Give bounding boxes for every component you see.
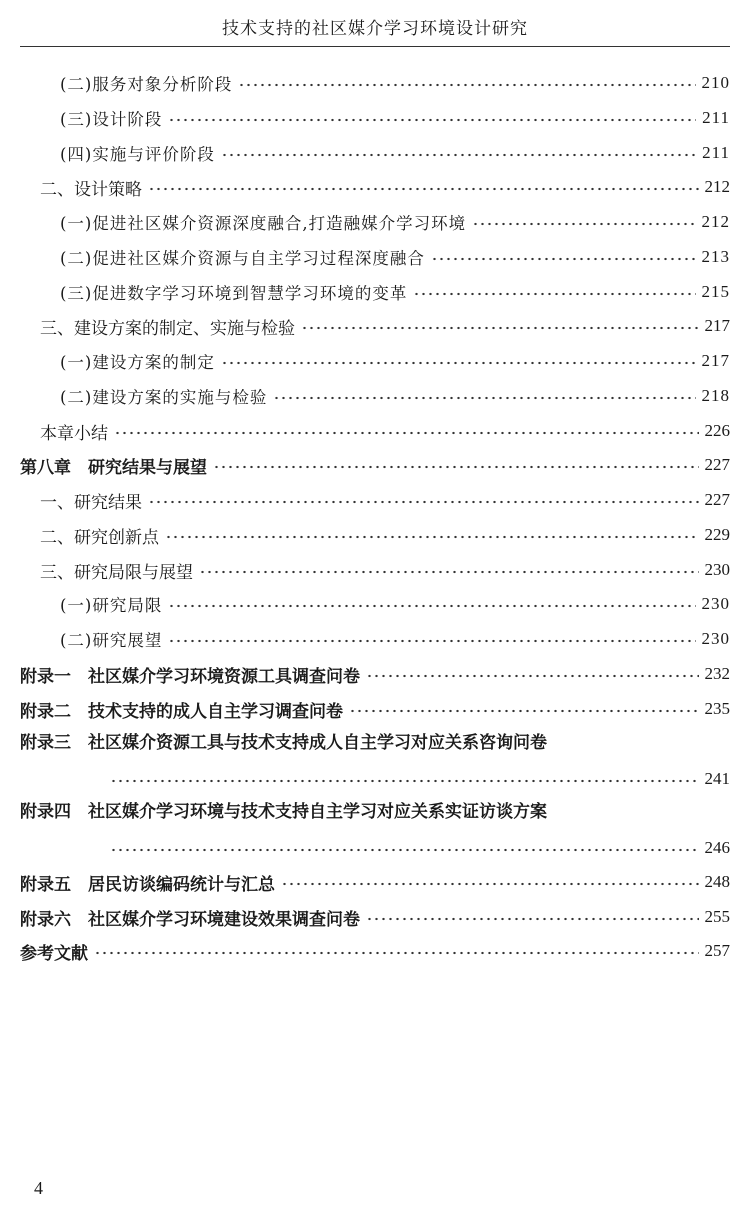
dot-leader [238, 83, 695, 87]
dot-leader [114, 431, 699, 435]
toc-page-number: 211 [702, 108, 730, 127]
toc-page-number: 227 [704, 490, 730, 509]
toc-entry[interactable] [0, 553, 730, 587]
toc-entry-title: (二)服务对象分析阶段 [60, 75, 233, 94]
dot-leader [472, 222, 695, 226]
toc-page-number: 246 [704, 838, 730, 857]
toc-page-number: 230 [701, 594, 730, 613]
toc-entry-title: (二)建设方案的实施与检验 [60, 388, 268, 407]
toc-page-number: 248 [704, 872, 730, 891]
dot-leader [281, 882, 699, 886]
toc-entry[interactable] [0, 240, 730, 274]
toc-entry[interactable] [0, 66, 730, 100]
toc-entry-continuation [110, 833, 730, 863]
dot-leader [221, 361, 696, 365]
toc-entry-appendix[interactable] [0, 726, 730, 798]
toc-page-number: 211 [702, 143, 730, 162]
toc-entry-chapter[interactable] [0, 448, 730, 482]
toc-entry-title: 一、研究结果 [40, 492, 142, 513]
running-header-title: 技术支持的社区媒介学习环境设计研究 [222, 19, 528, 39]
dot-leader [148, 500, 699, 504]
toc-entry-title: 第八章 研究结果与展望 [20, 457, 207, 478]
toc-entry-title: (三)设计阶段 [60, 110, 163, 129]
toc-entry[interactable] [0, 205, 730, 239]
toc-page-number: 241 [704, 769, 730, 788]
toc-entry[interactable] [0, 275, 730, 309]
toc-entry-appendix[interactable] [0, 865, 730, 899]
dot-leader [165, 535, 699, 539]
toc-entry-appendix[interactable] [0, 900, 730, 934]
page-number: 4 [34, 1178, 43, 1198]
toc-entry-title: (一)建设方案的制定 [60, 353, 215, 372]
toc-entry-title: (四)实施与评价阶段 [60, 145, 215, 164]
toc-entry[interactable] [0, 101, 730, 135]
dot-leader [110, 779, 699, 783]
toc-entry-title: (三)促进数字学习环境到智慧学习环境的变革 [60, 284, 408, 303]
dot-leader [168, 604, 695, 608]
toc-page-number: 255 [704, 907, 730, 926]
toc-page-number: 229 [704, 525, 730, 544]
toc-entry-title: (一)促进社区媒介资源深度融合,打造融媒介学习环境 [60, 214, 467, 233]
toc-entry-title: 附录三 社区媒介资源工具与技术支持成人自主学习对应关系咨询问卷 [20, 733, 547, 753]
dot-leader [366, 674, 699, 678]
dot-leader [301, 326, 699, 330]
toc-entry-title: 本章小结 [40, 423, 108, 444]
toc-entry-title: 三、建设方案的制定、实施与检验 [40, 318, 295, 339]
toc-entry-title: (二)研究展望 [60, 631, 163, 650]
toc-entry-title: (一)研究局限 [60, 596, 163, 615]
toc-page-number: 213 [701, 247, 730, 266]
toc-entry[interactable] [0, 136, 730, 170]
dot-leader [199, 570, 699, 574]
toc-page-number: 217 [701, 351, 730, 370]
toc-entry-appendix[interactable] [0, 657, 730, 691]
toc-entry-title: 二、设计策略 [40, 179, 142, 200]
toc-entry[interactable] [0, 518, 730, 552]
toc-entry-title: 附录一 社区媒介学习环境资源工具调查问卷 [20, 666, 360, 687]
dot-leader [413, 292, 695, 296]
toc-entry-title: 附录二 技术支持的成人自主学习调查问卷 [20, 701, 343, 722]
toc-page-number: 232 [704, 664, 730, 683]
toc-entry[interactable] [0, 587, 730, 621]
dot-leader [366, 917, 699, 921]
toc-entry[interactable] [0, 170, 730, 204]
dot-leader [94, 951, 699, 955]
running-header [20, 14, 730, 47]
dot-leader [349, 709, 699, 713]
dot-leader [110, 848, 699, 852]
toc-entry[interactable] [0, 622, 730, 656]
toc-entry-title: 参考文献 [20, 943, 88, 964]
toc-entry-references[interactable] [0, 934, 730, 968]
toc-entry-continuation [110, 764, 730, 794]
toc-page-number: 218 [701, 386, 730, 405]
toc-page-number: 215 [701, 282, 730, 301]
toc-page-number: 257 [704, 941, 730, 960]
toc-entry-appendix[interactable] [0, 795, 730, 867]
toc-entry-title: 三、研究局限与展望 [40, 562, 193, 583]
toc-entry[interactable] [0, 344, 730, 378]
toc-entry-title: 附录四 社区媒介学习环境与技术支持自主学习对应关系实证访谈方案 [20, 802, 547, 822]
toc-page-number: 230 [701, 629, 730, 648]
toc-page-number: 212 [704, 177, 730, 196]
toc-page-number: 227 [704, 455, 730, 474]
toc-entry-title: 附录五 居民访谈编码统计与汇总 [20, 874, 275, 895]
toc-page-number: 210 [701, 73, 730, 92]
toc-page-number: 212 [701, 212, 730, 231]
toc-entry-appendix[interactable] [0, 692, 730, 726]
dot-leader [431, 257, 696, 261]
dot-leader [168, 639, 695, 643]
dot-leader [148, 187, 699, 191]
toc-entry[interactable] [0, 483, 730, 517]
toc-entry[interactable] [0, 309, 730, 343]
toc-entry-title: (二)促进社区媒介资源与自主学习过程深度融合 [60, 249, 425, 268]
toc-page-number: 230 [704, 560, 730, 579]
toc-page-number: 226 [704, 421, 730, 440]
toc-entry-title: 二、研究创新点 [40, 527, 159, 548]
dot-leader [221, 153, 696, 157]
dot-leader [273, 396, 695, 400]
toc-entry-title: 附录六 社区媒介学习环境建设效果调查问卷 [20, 909, 360, 930]
toc-page-number: 217 [704, 316, 730, 335]
toc-page-number: 235 [704, 699, 730, 718]
dot-leader [213, 465, 699, 469]
dot-leader [168, 118, 696, 122]
toc-entry[interactable] [0, 379, 730, 413]
toc-entry[interactable] [0, 414, 730, 448]
